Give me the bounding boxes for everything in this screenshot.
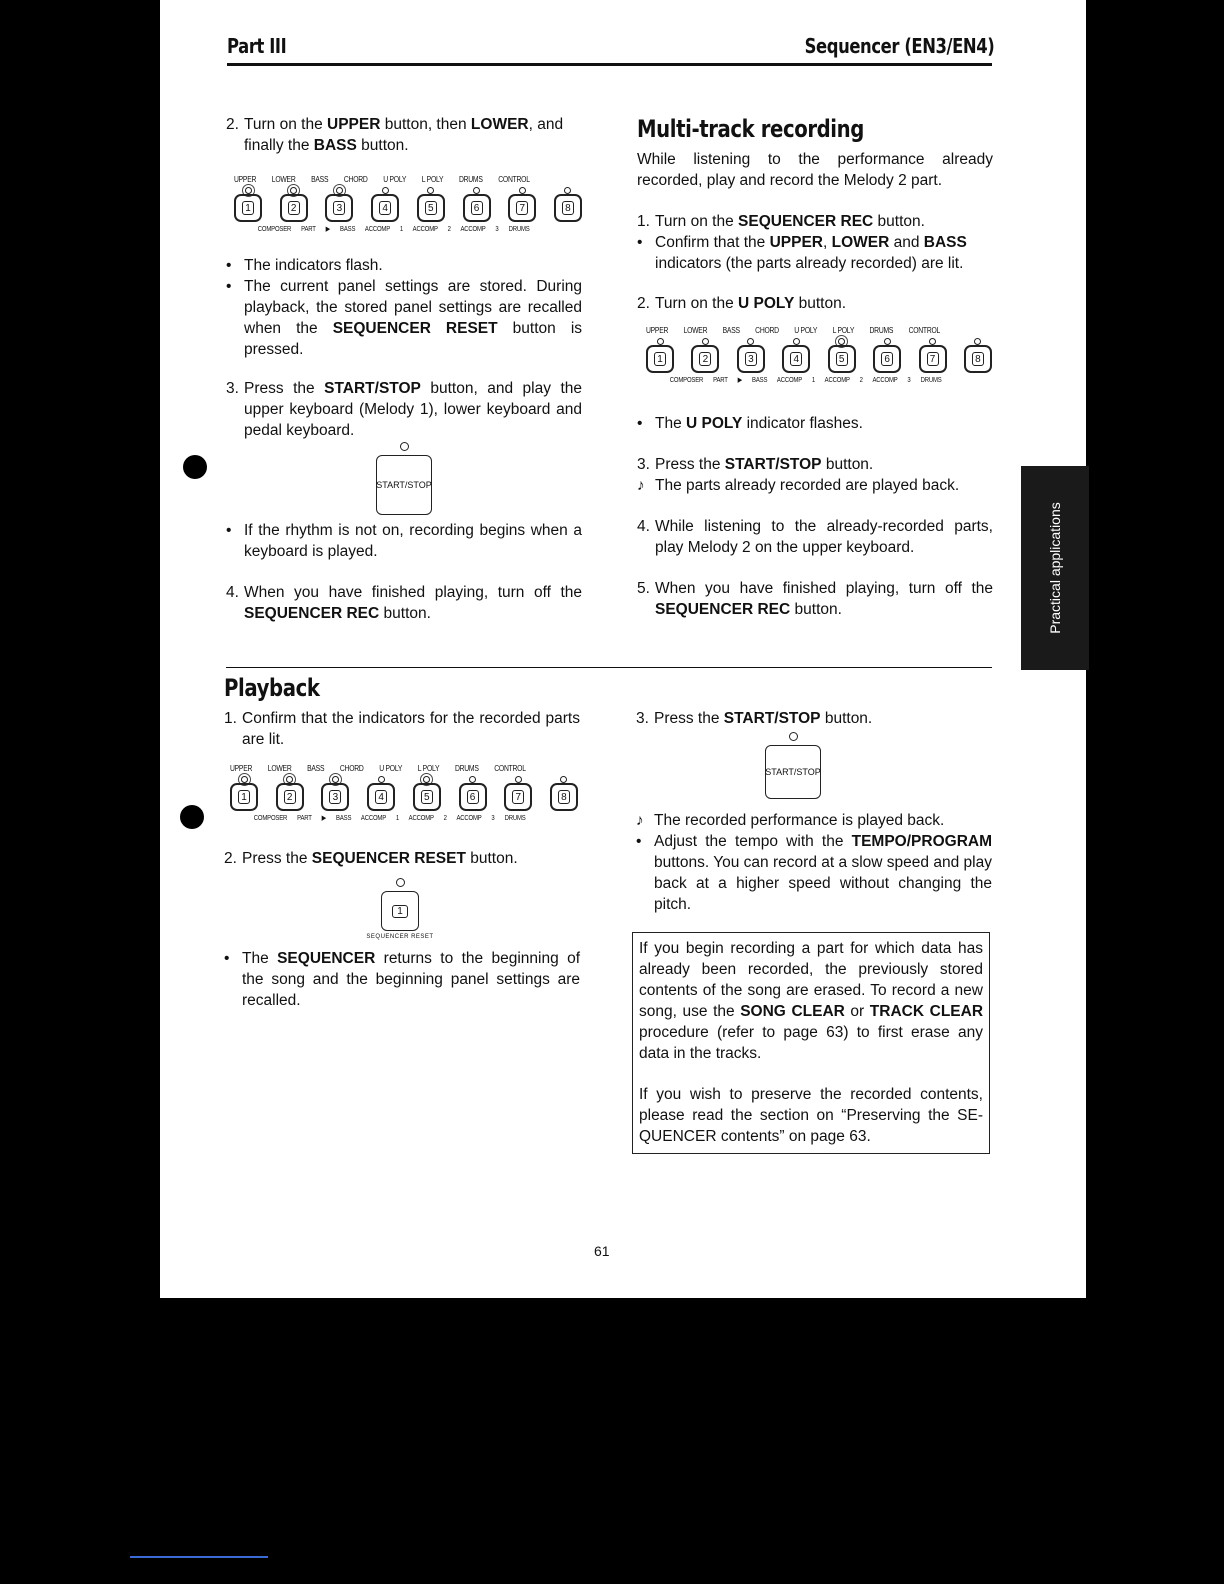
panel-button-control[interactable]: 8 <box>964 337 992 373</box>
right-bullet-upoly: • The U POLY indicator flashes. <box>637 415 863 432</box>
hyperlink-underline[interactable] <box>130 1556 268 1558</box>
playback-step-2: 2. Press the SEQUENCER RESET button. <box>224 850 518 867</box>
panel-button-upoly[interactable]: 5 <box>417 186 445 222</box>
panel-button-control[interactable]: 8 <box>550 775 578 811</box>
panel-button-lpoly[interactable]: 6 <box>463 186 491 222</box>
left-bullet-rhythm: • If the rhythm is not on, recording begins when a keyboard is played. <box>226 522 582 560</box>
left-bullets-1: • The indicators flash. • The current panel settings are stored. During playback, the stored panel settings are recalled when the SEQUENCER RESET button is pressed. <box>226 257 583 358</box>
playback-step-3: 3. Press the START/STOP button. <box>636 710 873 727</box>
panel-button-drums[interactable]: 7 <box>504 775 532 811</box>
panel-button-bass[interactable]: 3 <box>737 337 765 373</box>
start-stop-button[interactable]: START/STOP <box>765 732 821 799</box>
section-title-playback: Playback <box>224 674 320 702</box>
section-rule <box>226 667 992 668</box>
button-panel: UPPER LOWER BASS CHORD U POLY L POLY DRUMS CONTROL 1 2 3 4 5 6 7 8 COMPOSER PART ▶ BASS ACCOMP 1 ACCOMP 2 ACCOMP 3 DRUMS <box>646 326 992 384</box>
right-step-5: 5. When you have finished playing, turn off the SEQUENCER REC button. <box>637 580 993 618</box>
panel-button-lower[interactable]: 2 <box>691 337 719 373</box>
header-rule <box>227 63 992 66</box>
note-icon: ♪ <box>637 477 645 494</box>
playback-step-1: 1. Confirm that the indicators for the recorded parts are lit. <box>224 710 580 748</box>
right-step-2: 2. Turn on the U POLY button. <box>637 295 847 312</box>
left-step-3: 3. Press the START/STOP button, and play the upper keyboard (Melody 1), lower keyboard and pedal keyboard. <box>226 380 583 439</box>
binding-hole <box>183 455 207 479</box>
panel-button-upoly[interactable]: 5 <box>828 337 856 373</box>
button-panel: UPPER LOWER BASS CHORD U POLY L POLY DRUMS CONTROL 1 2 3 4 5 6 7 8 COMPOSER PART ▶ BASS ACCOMP 1 ACCOMP 2 ACCOMP 3 DRUMS <box>230 764 578 822</box>
panel-button-upper[interactable]: 1 <box>230 775 258 811</box>
sequencer-reset-button[interactable]: 1 SEQUENCER RESET <box>360 878 440 940</box>
panel-button-drums[interactable]: 7 <box>919 337 947 373</box>
right-step-3: 3. Press the START/STOP button. ♪ The parts already recorded are played back. <box>637 456 960 494</box>
panel-button-upper[interactable]: 1 <box>646 337 674 373</box>
start-stop-button[interactable]: START/STOP <box>376 442 432 515</box>
panel-button-control[interactable]: 8 <box>554 186 582 222</box>
playback-bullet-sequencer: • The SEQUENCER returns to the beginning of the song and the beginning panel settings are recalled. <box>224 950 581 1009</box>
left-step-2: 2. Turn on the UPPER button, then LOWER, and finally the BASS button. <box>226 116 564 154</box>
panel-button-bass[interactable]: 3 <box>321 775 349 811</box>
panel-button-upoly[interactable]: 5 <box>413 775 441 811</box>
panel-button-drums[interactable]: 7 <box>508 186 536 222</box>
side-tab-practical-applications[interactable]: Practical applications <box>1021 466 1089 670</box>
panel-button-chord[interactable]: 4 <box>782 337 810 373</box>
panel-button-lpoly[interactable]: 6 <box>873 337 901 373</box>
panel-button-lpoly[interactable]: 6 <box>459 775 487 811</box>
right-intro: While listening to the performance already recorded, play and record the Melody 2 part. <box>637 151 993 189</box>
button-panel: UPPER LOWER BASS CHORD U POLY L POLY DRUMS CONTROL 1 2 3 4 5 6 7 8 COMPOSER PART ▶ BASS ACCOMP 1 ACCOMP 2 ACCOMP 3 DRUMS <box>234 175 582 233</box>
playback-results: ♪ The recorded performance is played back. • Adjust the tempo with the TEMPO/PROGRAM buttons. You can record at a slow speed and play back at a higher speed without changing the pitch. <box>636 812 992 913</box>
right-step-1: 1. Turn on the SEQUENCER REC button. • Confirm that the UPPER, LOWER and BASS indicators (the parts already recorded) are lit. <box>637 213 967 272</box>
panel-button-bass[interactable]: 3 <box>325 186 353 222</box>
caution-box: If you begin recording a part for which data has already been recorded, the previously stored contents of the song are erased. To record a new song, use the SONG CLEAR or TRACK CLEAR procedure (refer to page 63) to first erase any data in the tracks. If you wish to preserve the recorded contents, please read the section on “Preserving the SE-QUENCER contents” on page 63. <box>632 932 990 1154</box>
header-part: Part III <box>227 34 287 58</box>
panel-button-upper[interactable]: 1 <box>234 186 262 222</box>
section-title-multitrack: Multi-track recording <box>637 115 864 143</box>
bottom-black-margin <box>0 1298 1224 1584</box>
header-section: Sequencer (EN3/EN4) <box>804 34 994 58</box>
panel-button-chord[interactable]: 4 <box>367 775 395 811</box>
note-icon: ♪ <box>636 812 644 829</box>
panel-button-chord[interactable]: 4 <box>371 186 399 222</box>
page-number: 61 <box>594 1243 610 1259</box>
panel-button-lower[interactable]: 2 <box>280 186 308 222</box>
left-step-4: 4. When you have finished playing, turn off the SEQUENCER REC button. <box>226 584 582 622</box>
panel-button-lower[interactable]: 2 <box>276 775 304 811</box>
binding-hole <box>180 805 204 829</box>
right-step-4: 4. While listening to the already-recorded parts, play Melody 2 on the upper keyboard. <box>637 518 993 556</box>
